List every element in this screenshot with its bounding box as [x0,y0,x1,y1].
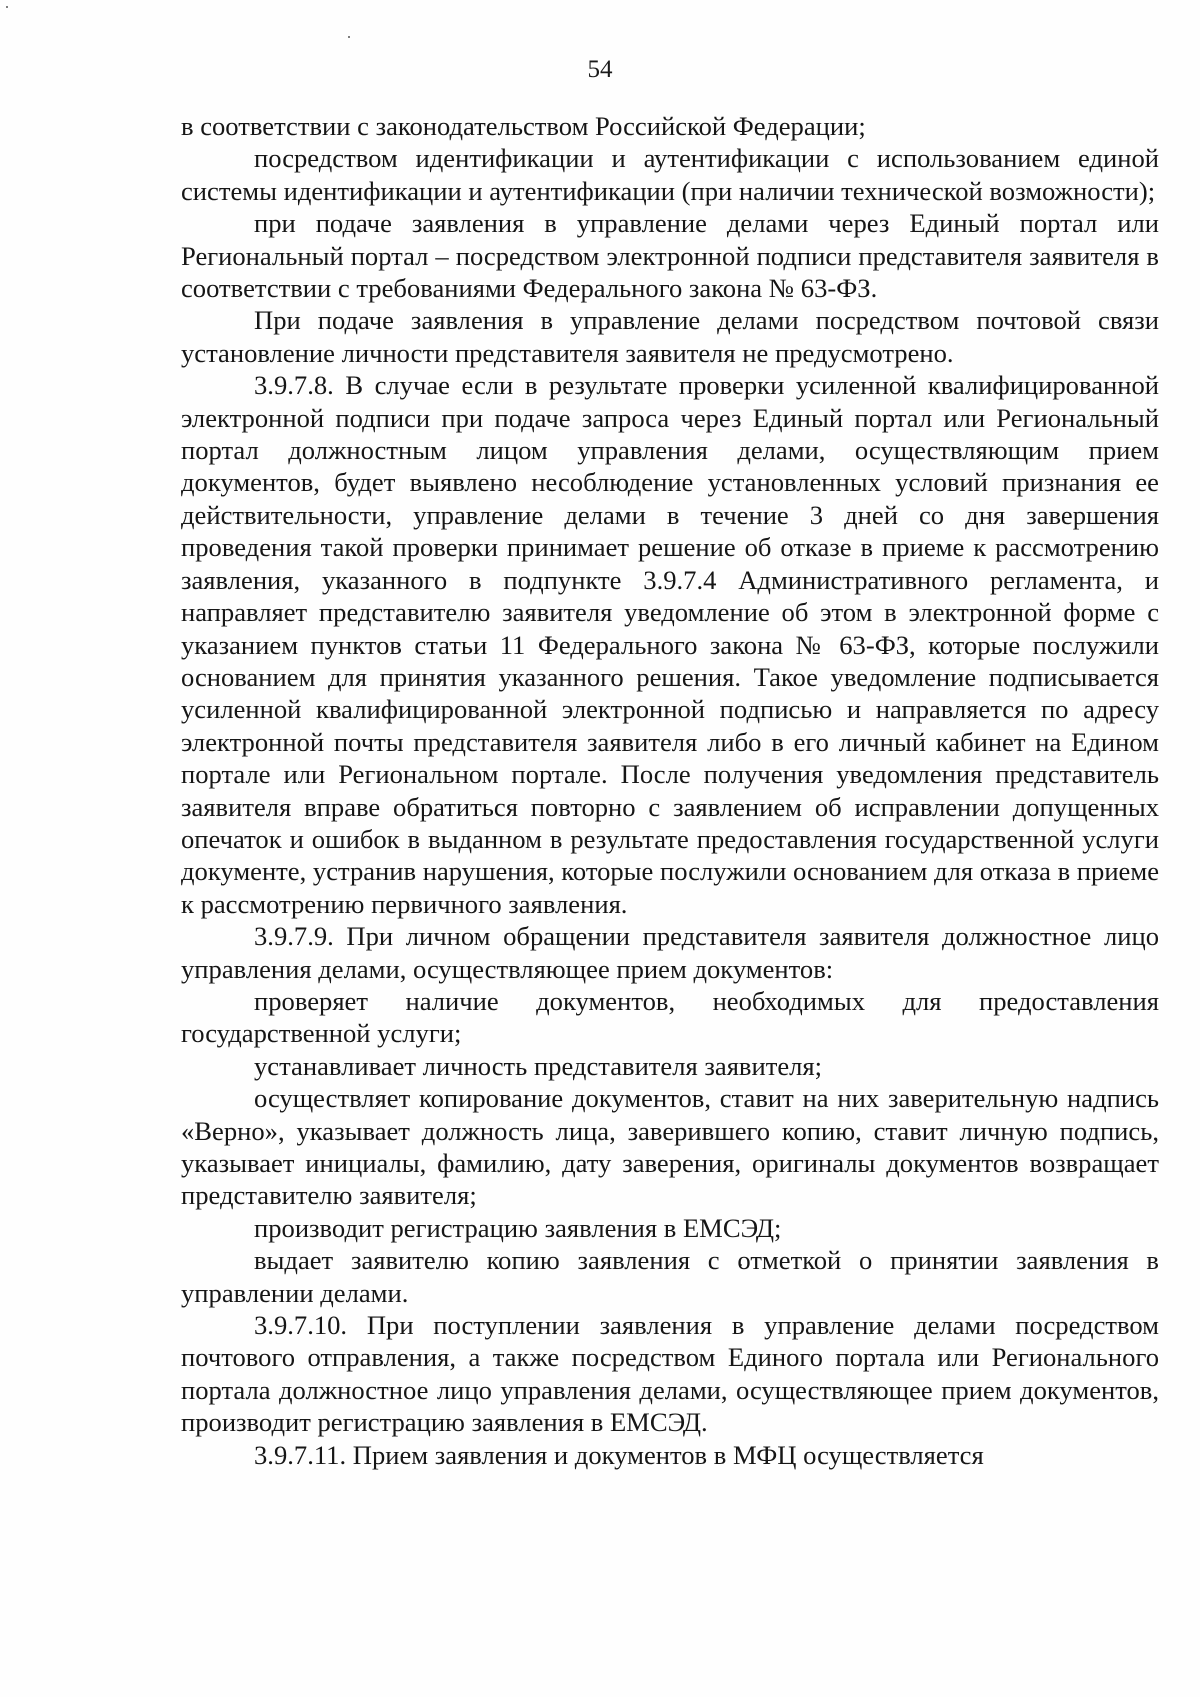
scan-speck [6,6,8,8]
paragraph: 3.9.7.11. Прием заявления и документов в МФЦ осуществляется [254,1439,984,1470]
paragraph: 3.9.7.9. При личном обращении представителя заявителя должностное лицо управления делами, осуществляющее прием документов: [181,921,1159,984]
document-body [181,110,1159,1471]
paragraph: при подаче заявления в управление делами через Единый портал или Региональный портал – посредством электронной подписи представителя заявителя в соответствии с требованиями Федерального закона № 63-ФЗ. [181,208,1159,304]
paragraph: выдает заявителю копию заявления с отметкой о принятии заявления в управлении делами. [181,1245,1159,1308]
paragraph: 3.9.7.8. В случае если в результате проверки усиленной квалифицированной электронной подписи при подаче запроса через Единый портал или Региональный портал должностным лицом управления делами, осуществляющим прием документов, будет выявлено несоблюдение установленных условий признания ее действительности, управление делами в течение 3 дней со дня завершения проведения такой проверки принимает решение об отказе в приеме к рассмотрению заявления, указанного в подпункте 3.9.7.4 Административного регламента, и направляет представителю заявителя уведомление об этом в электронной форме с указанием пунктов статьи 11 Федерального закона № 63-ФЗ, которые послужили основанием для принятия указанного решения. Такое уведомление подписывается усиленной квалифицированной электронной подписью и направляется по адресу электронной почты представителя заявителя либо в его личный кабинет на Едином портале или Региональном портале. После получения уведомления представитель заявителя вправе обратиться повторно с заявлением об исправлении допущенных опечаток и ошибок в выданном в результате предоставления государственной услуги документе, устранив нарушения, которые послужили основанием для отказа в приеме к рассмотрению первичного заявления. [181,370,1159,919]
paragraph: проверяет наличие документов, необходимых для предоставления государственной услуги; [181,985,1159,1049]
page-number: 54 [587,56,613,83]
scan-speck [348,36,350,38]
paragraph: осуществляет копирование документов, ставит на них заверительную надпись «Верно», указывает должность лица, заверившего копию, ставит личную подпись, указывает инициалы, фамилию, дату заверения, оригиналы документов возвращает представителю заявителя; [181,1083,1159,1211]
paragraph: производит регистрацию заявления в ЕМСЭД; [254,1212,782,1243]
paragraph: посредством идентификации и аутентификации с использованием единой системы идентификации и аутентификации (при наличии технической возможности); [181,143,1159,206]
paragraph: 3.9.7.10. При поступлении заявления в управление делами посредством почтового отправления, а также посредством Единого портала или Регионального портала должностное лицо управления делами, осуществляющее прием документов, производит регистрацию заявления в ЕМСЭД. [181,1310,1159,1438]
paragraph: в соответствии с законодательством Российской Федерации; [181,111,866,141]
paragraph: При подаче заявления в управление делами посредством почтовой связи установление личности представителя заявителя не предусмотрено. [181,305,1159,368]
paragraph: устанавливает личность представителя заявителя; [254,1050,823,1081]
